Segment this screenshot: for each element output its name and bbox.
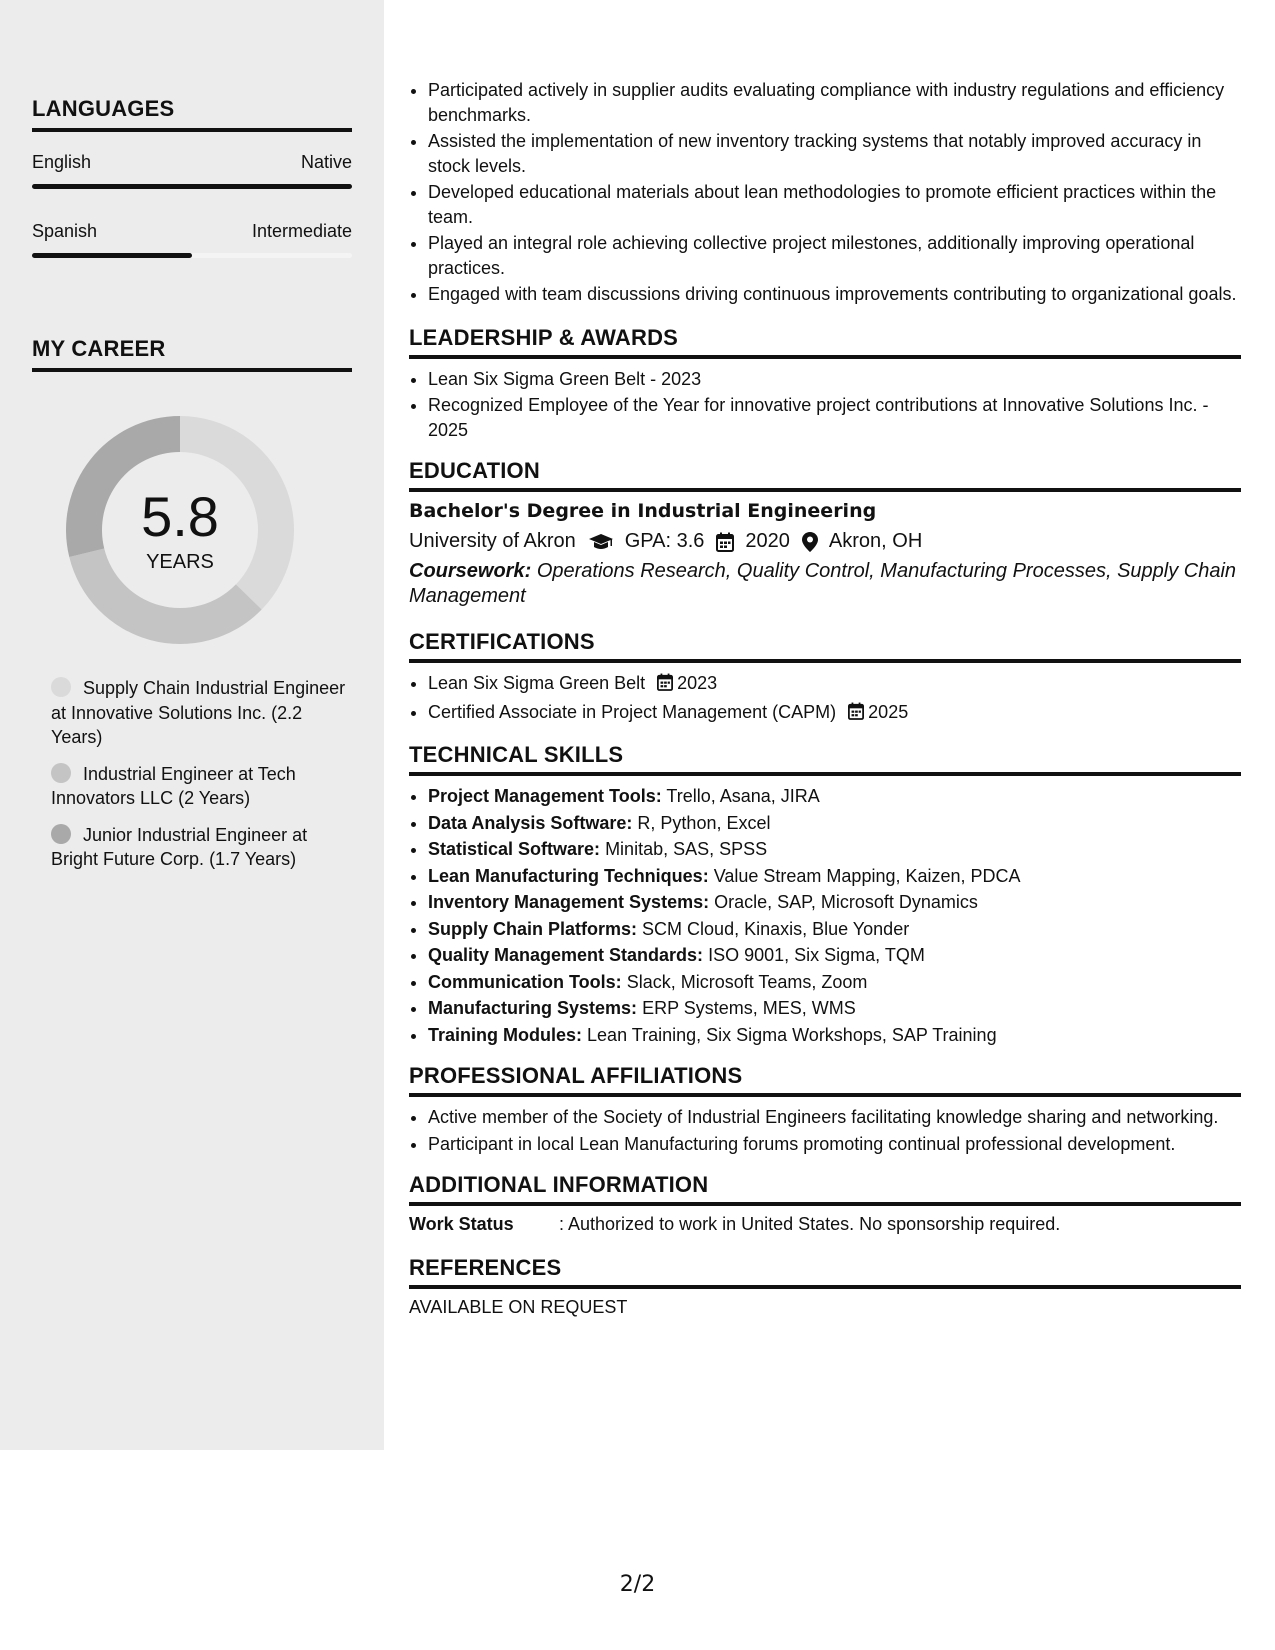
- career-unit: YEARS: [146, 551, 214, 573]
- certification-name: Certified Associate in Project Management (CAPM): [428, 701, 837, 722]
- work-status-row: [409, 1214, 1241, 1235]
- coursework-list: Operations Research, Quality Control, Manufacturing Processes, Supply Chain Management: [409, 560, 1237, 607]
- location-pin-icon: [802, 532, 818, 552]
- page-number: 2/2: [619, 1572, 656, 1597]
- affiliations-section: [409, 1063, 1241, 1156]
- career-legend-label: Junior Industrial Engineer at Bright Future Corp. (1.7 Years): [51, 824, 308, 869]
- skill-item: [428, 943, 1241, 968]
- language-bar-fill: [32, 184, 352, 189]
- language-name: English: [32, 152, 92, 172]
- affiliations-list: [409, 1105, 1241, 1156]
- leadership-item: • Recognized Employee of the Year for innovative project contributions at Innovative Solutions Inc. - 2025: [428, 393, 1241, 442]
- skill-value: Trello, Asana, JIRA: [666, 786, 820, 806]
- skill-value: R, Python, Excel: [637, 812, 771, 833]
- skill-label: Statistical Software:: [428, 839, 601, 859]
- language-bar-fill: [32, 253, 192, 258]
- skill-item: [428, 996, 1241, 1021]
- career-legend-item: [51, 676, 351, 750]
- affiliation-item: • Participant in local Lean Manufacturing forums promoting continual professional development.: [428, 1132, 1241, 1157]
- career-legend-item: [51, 762, 351, 811]
- certification-name: Lean Six Sigma Green Belt: [428, 673, 646, 693]
- skill-value: Value Stream Mapping, Kaizen, PDCA: [713, 865, 1021, 886]
- skill-item: [428, 970, 1241, 995]
- skill-label: Quality Management Standards:: [428, 945, 704, 965]
- skill-label: Lean Manufacturing Techniques:: [428, 865, 709, 886]
- experience-bullet: • Engaged with team discussions driving continuous improvements contributing to organizational goals.: [428, 282, 1241, 307]
- calendar-icon: [657, 673, 673, 698]
- experience-bullets: [409, 78, 1241, 307]
- certifications-list: [409, 671, 1241, 726]
- leadership-section: [409, 325, 1241, 443]
- certification-year: 2025: [868, 701, 909, 722]
- skill-value: Lean Training, Six Sigma Workshops, SAP Training: [587, 1024, 997, 1045]
- experience-bullet: • Participated actively in supplier audits evaluating compliance with industry regulations and efficiency benchmarks.: [428, 78, 1241, 127]
- career-heading: MY CAREER: [32, 336, 352, 372]
- skill-label: Supply Chain Platforms:: [428, 918, 638, 939]
- skill-label: Communication Tools:: [428, 971, 622, 992]
- sidebar: [0, 0, 384, 1450]
- section-title: TECHNICAL SKILLS: [409, 742, 1241, 776]
- skills-list: [409, 784, 1241, 1047]
- career-legend-label: Supply Chain Industrial Engineer at Innovative Solutions Inc. (2.2 Years): [51, 678, 346, 747]
- skill-item: [428, 837, 1241, 862]
- skill-label: Manufacturing Systems:: [428, 998, 638, 1018]
- skill-item: [428, 864, 1241, 889]
- skill-label: Data Analysis Software:: [428, 812, 633, 833]
- skill-value: Oracle, SAP, Microsoft Dynamics: [714, 892, 978, 912]
- language-row-spanish: [32, 221, 352, 242]
- certification-item: [428, 700, 1241, 727]
- calendar-icon: [848, 702, 864, 727]
- career-donut-chart: [60, 410, 300, 650]
- language-level: Intermediate: [251, 221, 352, 241]
- skill-value: ISO 9001, Six Sigma, TQM: [708, 945, 925, 965]
- main-content: [409, 78, 1241, 1318]
- info-label: Work Status: [409, 1214, 514, 1234]
- languages-heading: LANGUAGES: [32, 96, 352, 132]
- references-section: [409, 1255, 1241, 1318]
- leadership-item: • Lean Six Sigma Green Belt - 2023: [428, 367, 1241, 392]
- skill-value: Slack, Microsoft Teams, Zoom: [626, 971, 868, 992]
- section-title: REFERENCES: [409, 1255, 1241, 1289]
- references-text: AVAILABLE ON REQUEST: [409, 1297, 628, 1317]
- legend-dot: [51, 824, 71, 844]
- language-bar-english: [32, 184, 352, 189]
- section-title: EDUCATION: [409, 458, 1241, 492]
- skill-item: [428, 890, 1241, 915]
- language-bar-spanish: [32, 253, 352, 258]
- skill-label: Training Modules:: [428, 1024, 583, 1045]
- affiliation-item: • Active member of the Society of Industrial Engineers facilitating knowledge sharing and networking.: [428, 1105, 1241, 1130]
- additional-info-section: [409, 1172, 1241, 1235]
- legend-dot: [51, 763, 71, 783]
- skill-value: SCM Cloud, Kinaxis, Blue Yonder: [642, 918, 910, 939]
- calendar-icon: [716, 532, 734, 552]
- certification-year: 2023: [677, 673, 718, 693]
- experience-bullet: • Assisted the implementation of new inventory tracking systems that notably improved accuracy in stock levels.: [428, 129, 1241, 178]
- language-row-english: [32, 152, 352, 173]
- location: Akron, OH: [828, 530, 923, 552]
- degree-title: Bachelor's Degree in Industrial Engineering: [409, 500, 877, 522]
- section-title: CERTIFICATIONS: [409, 629, 1241, 663]
- skill-item: [428, 917, 1241, 942]
- language-level: Native: [300, 152, 352, 172]
- career-legend-label: Industrial Engineer at Tech Innovators LLC (2 Years): [51, 763, 296, 808]
- gpa: GPA: 3.6: [624, 530, 705, 552]
- section-title: PROFESSIONAL AFFILIATIONS: [409, 1063, 1241, 1097]
- career-total: 5.8: [141, 485, 219, 548]
- graduation-year: 2020: [745, 530, 790, 552]
- coursework: [409, 559, 1241, 609]
- education-section: [409, 458, 1241, 609]
- section-title: ADDITIONAL INFORMATION: [409, 1172, 1241, 1206]
- coursework-label: Coursework:: [409, 560, 532, 582]
- experience-bullet: • Developed educational materials about lean methodologies to promote efficient practices within the team.: [428, 180, 1241, 229]
- skill-value: Minitab, SAS, SPSS: [605, 839, 768, 859]
- language-name: Spanish: [32, 221, 98, 241]
- skill-label: Inventory Management Systems:: [428, 892, 710, 912]
- graduation-cap-icon: [588, 533, 614, 551]
- skill-value: ERP Systems, MES, WMS: [642, 998, 856, 1018]
- certifications-section: [409, 629, 1241, 726]
- leadership-list: [409, 367, 1241, 443]
- school-name: University of Akron: [409, 530, 576, 552]
- career-legend: [51, 676, 351, 884]
- skill-item: [428, 1023, 1241, 1048]
- info-value: : Authorized to work in United States. No sponsorship required.: [559, 1214, 1061, 1234]
- career-legend-item: [51, 823, 351, 872]
- technical-skills-section: [409, 742, 1241, 1047]
- skill-item: [428, 811, 1241, 836]
- certification-item: [428, 671, 1241, 698]
- education-details: [409, 530, 1241, 553]
- experience-bullet: • Played an integral role achieving collective project milestones, additionally improving operational practices.: [428, 231, 1241, 280]
- skill-item: [428, 784, 1241, 809]
- legend-dot: [51, 677, 71, 697]
- skill-label: Project Management Tools:: [428, 786, 662, 806]
- section-title: LEADERSHIP & AWARDS: [409, 325, 1241, 359]
